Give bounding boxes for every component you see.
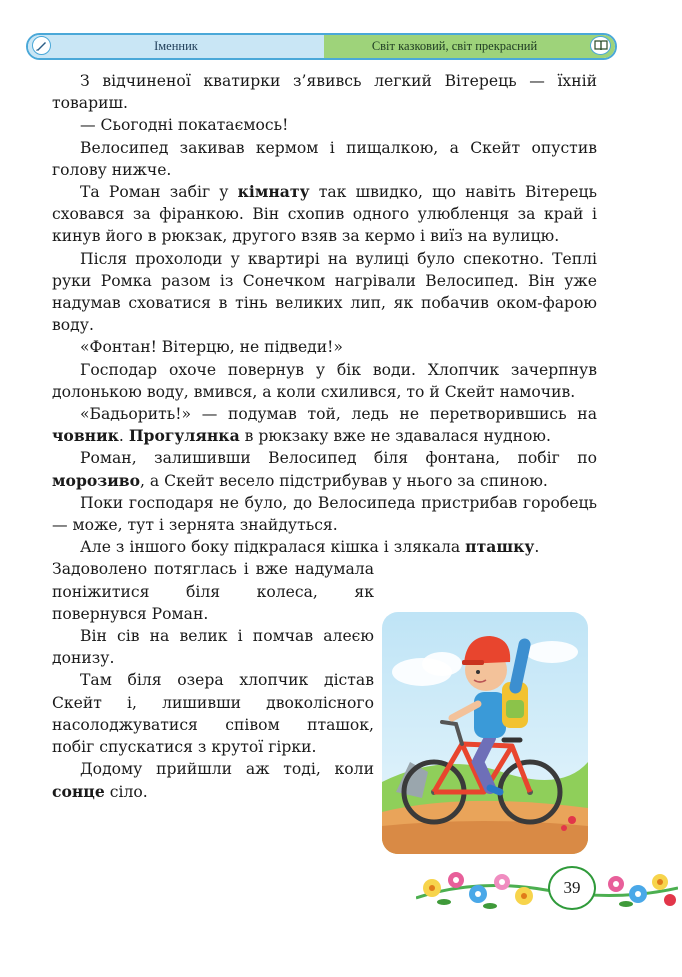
paragraph: Але з іншого боку підкралася кішка і злякала пташку. — [80, 537, 540, 557]
pen-icon — [32, 36, 51, 55]
header-section-left — [28, 35, 324, 58]
page-header — [26, 33, 617, 60]
keyword: пташку — [465, 537, 535, 557]
book-icon — [590, 36, 611, 55]
paragraph: Велосипед закивав кермом і пищалкою, а Скейт опустив голову нижче. — [52, 138, 597, 179]
header-right-title: Світ казковий, світ прекрасний — [371, 39, 538, 53]
paragraph: З відчиненої кватирки з’явивсь легкий Вітерець — їхній товариш. — [52, 72, 597, 113]
keyword: морозиво — [52, 470, 141, 490]
keyword: човник — [52, 426, 119, 446]
header-left-title: Іменник — [154, 39, 198, 53]
keyword: Прогулянка — [128, 426, 240, 446]
boy-on-bicycle-illustration — [382, 612, 588, 854]
paragraph: «Бадьорить!» — подумав той, ледь не перетворившись на човник. Прогулянка в рюкзаку вже не здавалася нудною. — [52, 405, 597, 446]
paragraph: Задоволено потяглась і вже надумала поніжитися біля колеса, як повернувся Роман. — [52, 560, 374, 623]
paragraph: «Фонтан! Вітерцю, не підведи!» — [80, 338, 343, 357]
paragraph: Поки господаря не було, до Велосипеда пристрибав горобець — може, тут і зернята знайдуться. — [52, 493, 597, 535]
paragraph: Там біля озера хлопчик дістав Скейт і, лишивши двоколісного насолоджуватися співом пташок, побіг спускатися з крутої гірки. — [52, 671, 374, 757]
paragraph: Роман, залишивши Велосипед біля фонтана, побіг по морозиво, а Скейт весело підстрибував у нього за спиною. — [52, 449, 597, 490]
paragraph: Господар охоче повернув у бік води. Хлопчик зачерпнув долонькою воду, вмився, а коли схилився, то й Скейт намочив. — [52, 360, 597, 401]
paragraph: Та Роман забіг у кімнату так швидко, що навіть Вітерець сховався за фіранкою. Він схопив одного улюбленця за край і кинув його в рюкзак, другого взяв за кермо і виїз на вулицю. — [52, 182, 597, 246]
keyword: кімнату — [237, 182, 310, 202]
header-section-right — [324, 35, 615, 58]
keyword: сонце — [52, 781, 105, 801]
paragraph: Додому прийшли аж тоді, коли сонце сіло. — [52, 760, 374, 801]
wrapped-text-column — [52, 558, 374, 802]
page-number: 39 — [548, 866, 596, 910]
paragraph: Після прохолоди у квартирі на вулиці було спекотно. Теплі руки Ромка разом із Сонечком нагрівали Велосипед. Він уже надумав сховатися в тінь великих лип, як побачив оком-фарою воду. — [52, 249, 597, 335]
paragraph: — Сьогодні покатаємось! — [80, 116, 289, 135]
flower-border-decoration — [416, 858, 678, 918]
paragraph: Він сів на велик і помчав алеєю донизу. — [52, 627, 374, 668]
